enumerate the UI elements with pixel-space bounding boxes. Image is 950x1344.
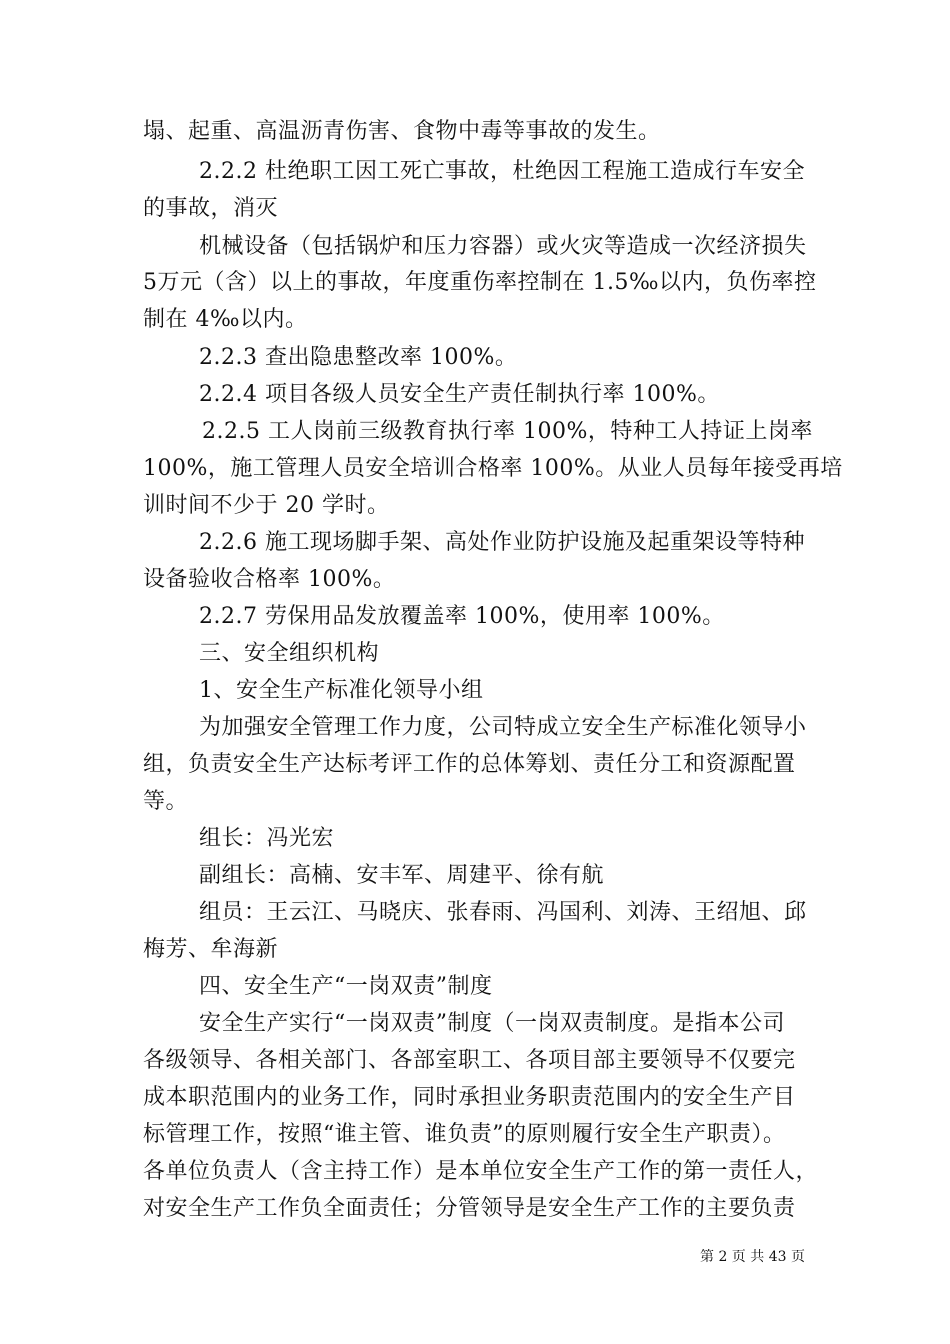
text-line: 5万元（含）以上的事故，年度重伤率控制在 1.5‰以内，负伤率控 <box>143 270 817 295</box>
subsection-heading: 1、安全生产标准化领导小组 <box>199 678 484 703</box>
text-line: 标管理工作，按照“谁主管、谁负责”的原则履行安全生产职责）。 <box>143 1122 786 1147</box>
text-line: 100%，施工管理人员安全培训合格率 100%。从业人员每年接受再培 <box>143 456 843 481</box>
text-line: 制在 4‰以内。 <box>143 307 308 332</box>
text-line: 等。 <box>143 789 189 814</box>
section-heading: 三、安全组织机构 <box>199 641 380 666</box>
text-line: 2.2.5 工人岗前三级教育执行率 100%，特种工人持证上岗率 <box>202 419 813 444</box>
text-line: 各单位负责人（含主持工作）是本单位安全生产工作的第一责任人， <box>143 1159 819 1184</box>
section-heading: 四、安全生产“一岗双责”制度 <box>199 974 493 999</box>
text-line: 塌、起重、高温沥青伤害、食物中毒等事故的发生。 <box>143 119 661 144</box>
text-line: 组长：冯光宏 <box>199 826 335 851</box>
text-line: 2.2.6 施工现场脚手架、高处作业防护设施及起重架设等特种 <box>199 530 805 555</box>
text-line: 安全生产实行“一岗双责”制度（一岗双责制度。是指本公司 <box>199 1011 785 1036</box>
text-line: 组员：王云江、马晓庆、张春雨、冯国利、刘涛、王绍旭、邱 <box>199 900 807 925</box>
page-number: 第 2 页 共 43 页 <box>700 1249 805 1265</box>
text-line: 2.2.4 项目各级人员安全生产责任制执行率 100%。 <box>199 382 720 407</box>
text-line: 副组长：高楠、安丰军、周建平、徐有航 <box>199 863 605 888</box>
text-line: 组，负责安全生产达标考评工作的总体筹划、责任分工和资源配置 <box>143 752 796 777</box>
text-line: 2.2.2 杜绝职工因工死亡事故，杜绝因工程施工造成行车安全 <box>199 159 805 184</box>
text-line: 为加强安全管理工作力度，公司特成立安全生产标准化领导小 <box>199 715 807 740</box>
text-line: 设备验收合格率 100%。 <box>143 567 396 592</box>
text-line: 训时间不少于 20 学时。 <box>143 493 390 518</box>
text-line: 对安全生产工作负全面责任；分管领导是安全生产工作的主要负责 <box>143 1196 796 1221</box>
text-line: 的事故，消灭 <box>143 196 279 221</box>
text-line: 2.2.7 劳保用品发放覆盖率 100%，使用率 100%。 <box>199 604 725 629</box>
text-line: 成本职范围内的业务工作，同时承担业务职责范围内的安全生产目 <box>143 1085 796 1110</box>
text-line: 各级领导、各相关部门、各部室职工、各项目部主要领导不仅要完 <box>143 1048 796 1073</box>
text-line: 机械设备（包括锅炉和压力容器）或火灾等造成一次经济损失 <box>199 234 807 259</box>
text-line: 2.2.3 查出隐患整改率 100%。 <box>199 345 518 370</box>
text-line: 梅芳、牟海新 <box>143 937 279 962</box>
